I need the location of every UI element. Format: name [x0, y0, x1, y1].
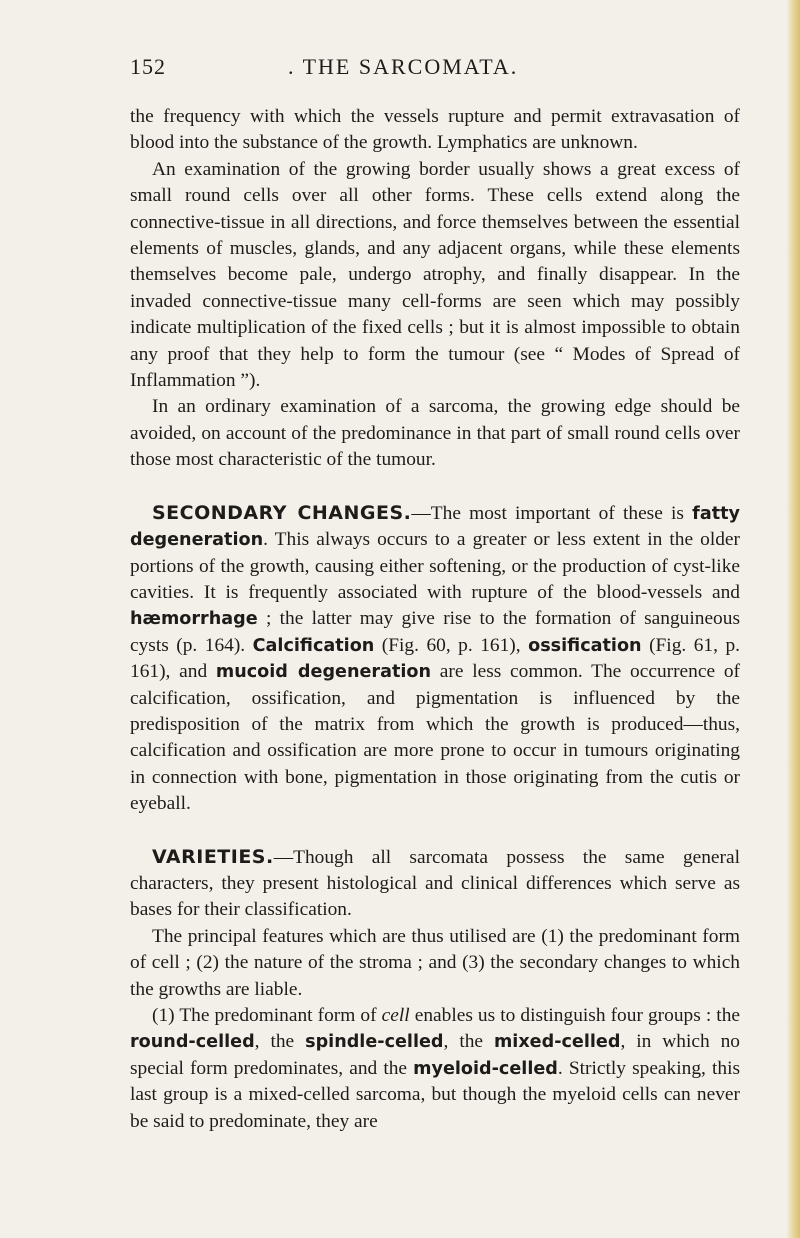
- term-haemorrhage: hæmorrhage: [130, 609, 258, 630]
- term-spindle-celled: spindle-celled: [305, 1032, 444, 1053]
- page-number: 152: [130, 54, 166, 79]
- term-myeloid-celled: myeloid-celled: [413, 1058, 558, 1079]
- term-ossification: ossification: [528, 635, 642, 656]
- section-heading-varieties: VARIETIES.: [152, 845, 274, 868]
- term-fatty-degeneration: fatty degeneration: [130, 503, 740, 551]
- term-mucoid-degeneration: mucoid degeneration: [215, 662, 432, 683]
- paragraph-growing-border: An examination of the growing border usually shows a great excess of small round cells over all other forms. These cells extend along the connective-tissue in all directions, and force themselves between the essential elements of muscles, glands, and any adjacent organs, while these elements themselves become pale, undergo atrophy, and finally disappear. In the invaded connective-tissue many cell-forms are seen which may possibly indicate multiplication of the fixed cells ; but it is almost impossible to obtain any proof that they help to form the tumour (see “ Modes of Spread of Inflammation ”).: [130, 158, 740, 392]
- paragraph-ordinary-examination: In an ordinary examination of a sarcoma, the growing edge should be avoided, on account of the predominance in that part of small round cells over those most characteristic of the tumour.: [130, 396, 740, 471]
- term-cell: cell: [381, 1005, 410, 1026]
- term-calcification: Calcification: [252, 635, 375, 656]
- running-header: [130, 54, 740, 84]
- paragraph-principal-features: The principal features which are thus utilised are (1) the predominant form of cell ; (2) the nature of the stroma ; and (3) the secondary changes to which the growths are liable.: [130, 925, 740, 1000]
- paragraph-predominant-cell: (1) The predominant form of cell enables us to distinguish four groups : the round-celled, the spindle-celled, the mixed-celled, in which no special form predominates, and the myeloid-celled. Strictly speaking, this last group is a mixed-celled sarcoma, but though the myeloid cells can never be said to predominate, they are: [130, 1005, 740, 1132]
- page-edge: [786, 0, 800, 1238]
- paragraph-secondary-changes: SECONDARY CHANGES.—The most important of these is fatty degeneration. This always occurs to a greater or less extent in the older portions of the growth, causing either softening, or the production of cyst-like cavities. It is frequently associated with rupture of the blood-vessels and hæmorrhage ; the latter may give rise to the formation of sanguineous cysts (p. 164). Calcification (Fig. 60, p. 161), ossification (Fig. 61, p. 161), and mucoid degeneration are less common. The occurrence of calcification, ossification, and pigmentation is influenced by the predisposition of the matrix from which the growth is produced—thus, calcification and ossification are more prone to occur in tumours originating in connection with bone, pigmentation in those originating from the cutis or eyeball.: [130, 501, 740, 815]
- section-heading-secondary-changes: SECONDARY CHANGES.: [152, 501, 412, 524]
- body-text: [130, 104, 740, 1135]
- term-round-celled: round-celled: [130, 1032, 255, 1053]
- paragraph-varieties: VARIETIES.—Though all sarcomata possess the same general characters, they present histological and clinical differences which serve as bases for their classification.: [130, 845, 740, 921]
- term-mixed-celled: mixed-celled: [493, 1032, 621, 1053]
- running-title: . THE SARCOMATA.: [288, 54, 519, 79]
- paragraph-lymphatics: the frequency with which the vessels rupture and permit extravasation of blood into the substance of the growth. Lymphatics are unknown.: [130, 106, 740, 154]
